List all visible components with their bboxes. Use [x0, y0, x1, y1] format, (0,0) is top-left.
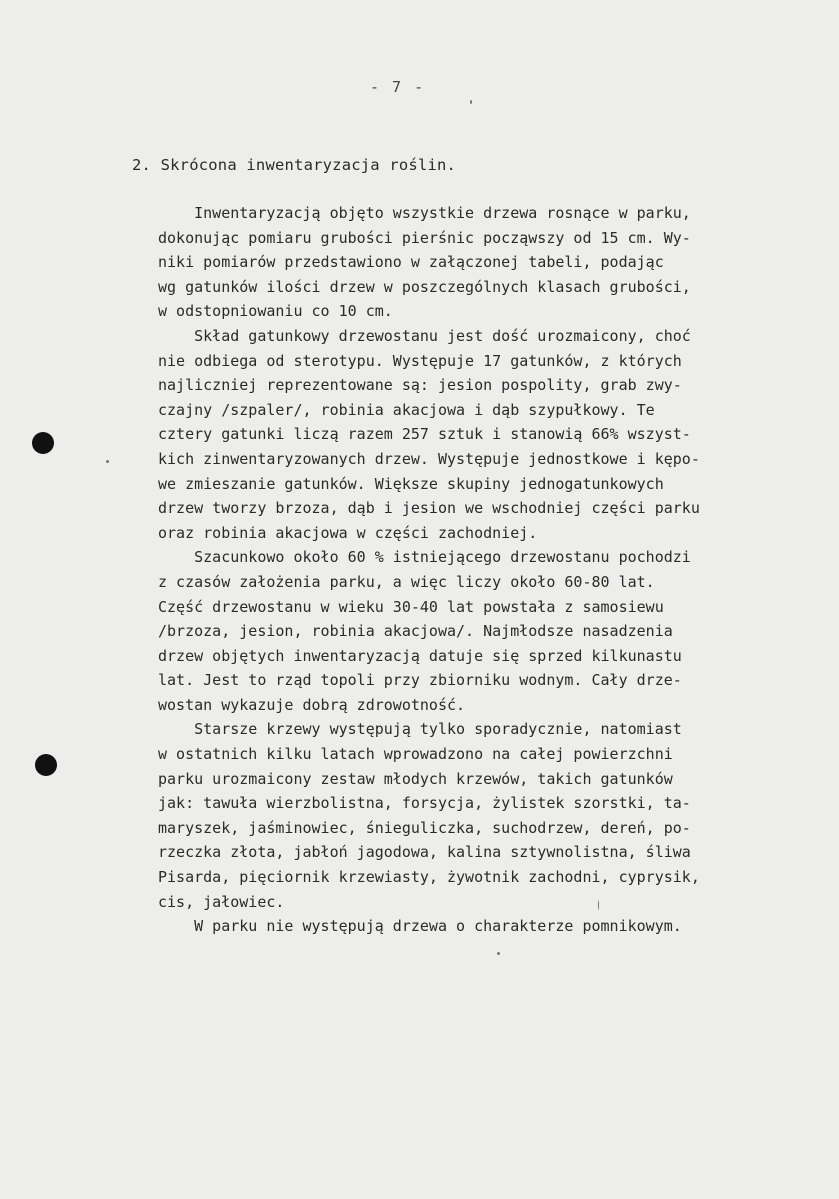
text-line: dokonując pomiaru grubości pierśnic począwszy od 15 cm. Wy-	[158, 228, 691, 247]
text-line: wostan wykazuje dobrą zdrowotność.	[158, 695, 466, 714]
text-line: wg gatunków ilości drzew w poszczególnych klasach grubości,	[158, 277, 691, 296]
paper-speck	[598, 900, 599, 910]
text-line: w ostatnich kilku latach wprowadzono na całej powierzchni	[158, 745, 673, 764]
text-line: kich zinwentaryzowanych drzew. Występuje jednostkowe i kępo-	[158, 449, 700, 468]
text-line: Starsze krzewy występują tylko sporadycznie, natomiast	[158, 720, 682, 739]
text-line: parku urozmaicony zestaw młodych krzewów, takich gatunków	[158, 769, 673, 788]
text-line: czajny /szpaler/, robinia akacjowa i dąb szypułkowy. Te	[158, 400, 655, 419]
punch-hole	[35, 754, 57, 776]
text-line: niki pomiarów przedstawiono w załączonej tabeli, podając	[158, 253, 664, 272]
text-line: lat. Jest to rząd topoli przy zbiorniku wodnym. Cały drze-	[158, 671, 682, 690]
text-line: we zmieszanie gatunków. Większe skupiny jednogatunkowych	[158, 474, 664, 493]
paper-speck	[497, 952, 500, 955]
text-line: W parku nie występują drzewa o charakterze pomnikowym.	[158, 917, 682, 936]
text-line: nie odbiega od sterotypu. Występuje 17 gatunków, z których	[158, 351, 682, 370]
text-line: jak: tawuła wierzbolistna, forsycja, żylistek szorstki, ta-	[158, 794, 691, 813]
section-heading: 2. Skrócona inwentaryzacja roślin.	[132, 156, 457, 174]
text-line: Skład gatunkowy drzewostanu jest dość urozmaicony, choć	[158, 326, 691, 345]
punch-hole	[32, 432, 54, 454]
text-line: Część drzewostanu w wieku 30-40 lat powstała z samosiewu	[158, 597, 664, 616]
paper-speck	[106, 460, 109, 463]
text-line: z czasów założenia parku, a więc liczy około 60-80 lat.	[158, 572, 655, 591]
text-line: rzeczka złota, jabłoń jagodowa, kalina sztywnolistna, śliwa	[158, 843, 691, 862]
text-line: w odstopniowaniu co 10 cm.	[158, 302, 393, 321]
text-line: najliczniej reprezentowane są: jesion pospolity, grab zwy-	[158, 376, 682, 395]
text-line: cis, jałowiec.	[158, 892, 285, 911]
text-line: maryszek, jaśminowiec, śnieguliczka, suchodrzew, dereń, po-	[158, 818, 691, 837]
page-number: - 7 -	[370, 78, 426, 96]
text-line: /brzoza, jesion, robinia akacjowa/. Najmłodsze nasadzenia	[158, 622, 673, 641]
text-line: drzew objętych inwentaryzacją datuje się sprzed kilkunastu	[158, 646, 682, 665]
text-line: drzew tworzy brzoza, dąb i jesion we wschodniej części parku	[158, 499, 700, 518]
text-line: Pisarda, pięciornik krzewiasty, żywotnik zachodni, cyprysik,	[158, 868, 700, 887]
text-line: oraz robinia akacjowa w części zachodniej.	[158, 523, 538, 542]
paper-speck	[470, 100, 472, 104]
text-line: Szacunkowo około 60 % istniejącego drzewostanu pochodzi	[158, 548, 691, 567]
text-line: Inwentaryzacją objęto wszystkie drzewa rosnące w parku,	[158, 204, 691, 222]
text-line: cztery gatunki liczą razem 257 sztuk i stanowią 66% wszyst-	[158, 425, 691, 444]
body-text	[158, 201, 768, 939]
